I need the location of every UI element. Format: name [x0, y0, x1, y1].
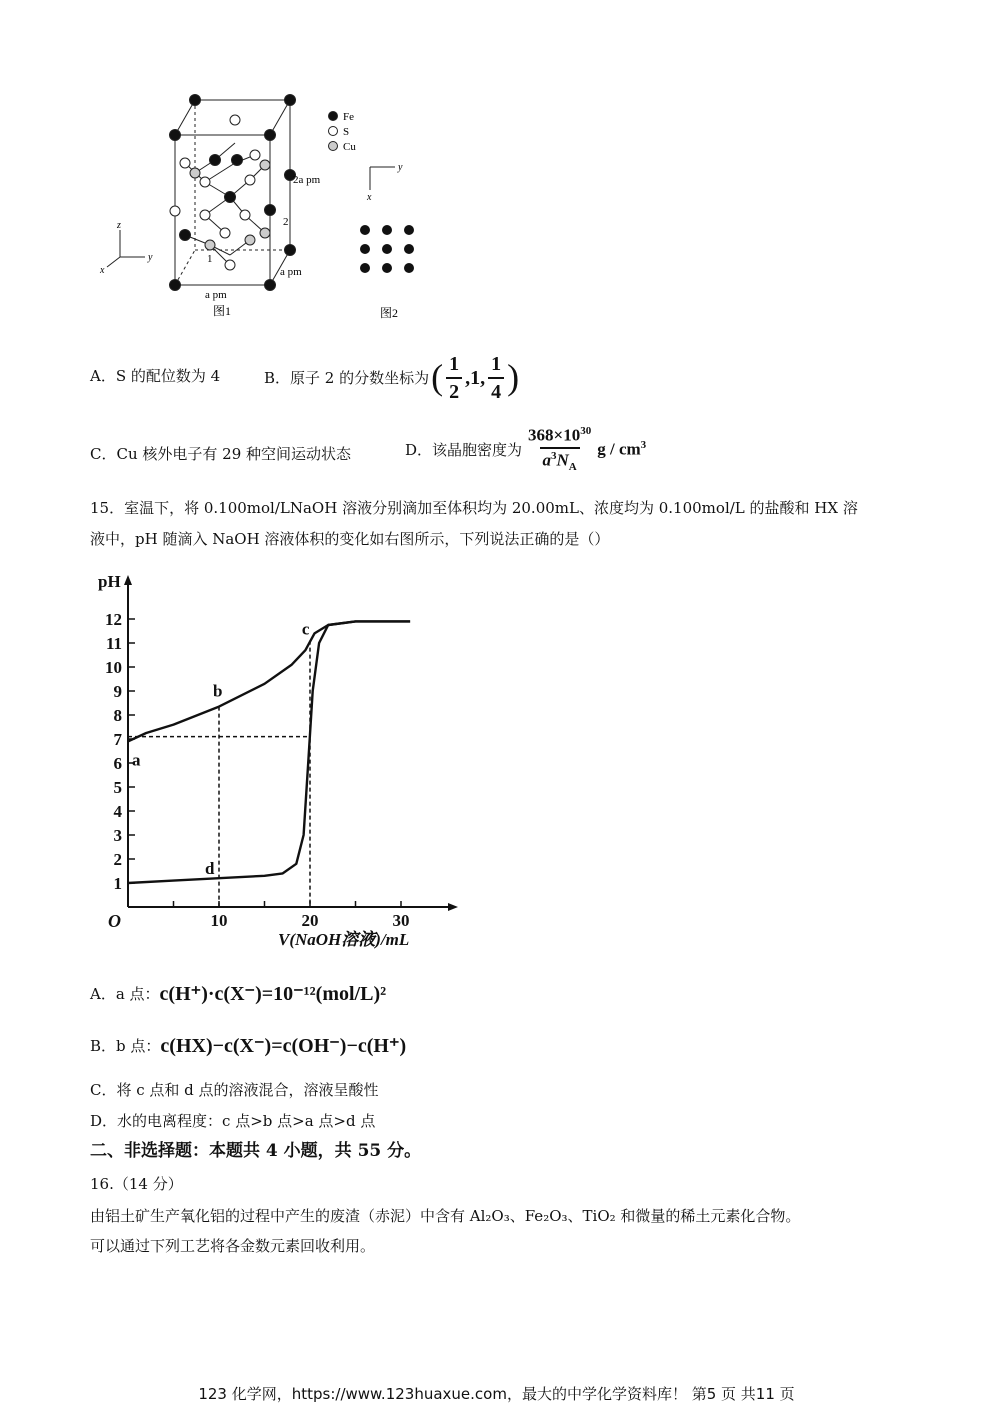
q14-option-a: A．S 的配位数为 4	[90, 367, 221, 385]
x-tick-label: 30	[392, 911, 410, 930]
page-footer: 123 化学网，https://www.123huaxue.com，最大的中学化学资料库！ 第5 页 共11 页	[198, 1385, 795, 1403]
q15-option-a-formula: c(H⁺)·c(X⁻)=10⁻¹²(mol/L)²	[159, 983, 387, 1005]
y-axis-label: pH	[98, 572, 121, 591]
fig2-axis-x-label: x	[367, 192, 372, 203]
crystal-figure	[85, 85, 445, 330]
axes-indicator	[107, 230, 145, 267]
q14-option-b-text: B．原子 2 的分数坐标为	[264, 369, 430, 387]
y-tick-label: 12	[105, 610, 122, 629]
q15-stem: 15．室温下，将 0.100mol/LNaOH 溶液分别滴加至体积均为 20.00mL、浓度均为 0.100mol/L 的盐酸和 HX 溶 液中，pH 随滴入 NaOH 溶液体积的变化如右图所示，下列说法正确的是（）	[90, 499, 858, 548]
q14-option-d: D．该晶胞密度为 $\frac{368\times 10^{30}}{a^3N_A}$ g / $cm^3$	[405, 425, 647, 474]
section-heading: 二、非选择题：本题共 4 小题，共 55 分。	[90, 1141, 422, 1161]
y-tick-label: 7	[113, 730, 122, 749]
y-axis-arrow	[124, 575, 132, 585]
y-tick-label: 1	[113, 874, 122, 893]
axis-x-label: x	[100, 265, 105, 276]
origin-label: O	[108, 911, 121, 931]
series-line-1	[128, 621, 410, 741]
q15-option-c: C．将 c 点和 d 点的溶液混合，溶液呈酸性	[90, 1081, 379, 1099]
y-tick-label: 11	[105, 634, 122, 653]
y-tick-label: 3	[113, 826, 122, 845]
axis-z-label: z	[117, 220, 121, 231]
y-tick-label: 9	[113, 682, 122, 701]
q14-option-b: B．原子 2 的分数坐标为 ( $\frac{1}{2}$ ,1, $\frac{1}{4}$ )	[264, 353, 520, 403]
y-tick-label: 4	[113, 802, 122, 821]
legend-cu: Cu	[343, 141, 356, 153]
y-tick-label: 2	[113, 850, 122, 869]
axis-y-label: y	[148, 252, 153, 263]
label-atom-2: 2	[283, 216, 289, 228]
q14-option-d-text: D．该晶胞密度为	[405, 440, 523, 459]
point-label-d: d	[205, 859, 215, 879]
fig2-atom-grid	[360, 225, 414, 273]
legend-fe: Fe	[343, 111, 354, 123]
q16-score: 16.（14 分）	[90, 1175, 183, 1193]
x-tick-label: 10	[210, 911, 228, 930]
q15-option-b-formula: c(HX)−c(X⁻)=c(OH⁻)−c(H⁺)	[160, 1035, 407, 1057]
q15-option-d: D．水的电离程度：c 点>b 点>a 点>d 点	[90, 1112, 376, 1130]
x-tick-label: 20	[301, 911, 319, 930]
y-tick-label: 8	[113, 706, 122, 725]
y-tick-label: 5	[113, 778, 122, 797]
q14-option-c: C．Cu 核外电子有 29 种空间运动状态	[90, 445, 352, 463]
point-label-c: c	[301, 619, 310, 639]
series-line-2	[128, 621, 410, 883]
legend-s: S	[343, 126, 350, 138]
y-tick-label: 6	[113, 754, 122, 773]
label-a-pm-bottom: a pm	[205, 289, 227, 301]
y-tick-label: 10	[105, 658, 122, 677]
fig2-axis-y-label: y	[398, 162, 403, 173]
q16-line-1: 由铝土矿生产氧化铝的过程中产生的废渣（赤泥）中含有 Al₂O₃、Fe₂O₃、TiO₂ 和微量的稀土元素化合物。	[90, 1207, 801, 1225]
caption-fig2: 图2	[380, 306, 399, 320]
label-atom-1: 1	[207, 253, 213, 265]
q15-option-b: B．b 点： c(HX)−c(X⁻)=c(OH⁻)−c(H⁺)	[90, 1035, 407, 1057]
caption-fig1: 图1	[213, 304, 232, 318]
point-label-a: a	[132, 750, 141, 770]
q15-option-a: A．a 点： c(H⁺)·c(X⁻)=10⁻¹²(mol/L)²	[90, 983, 387, 1005]
titration-chart	[90, 565, 470, 950]
label-a-pm-right: a pm	[280, 266, 302, 278]
x-axis-arrow	[448, 903, 458, 911]
label-2a-pm: 2a pm	[293, 174, 321, 186]
x-axis-label: V(NaOH溶液)/mL	[278, 930, 410, 949]
q16-line-2: 可以通过下列工艺将各金数元素回收利用。	[90, 1237, 376, 1255]
point-label-b: b	[213, 681, 223, 701]
